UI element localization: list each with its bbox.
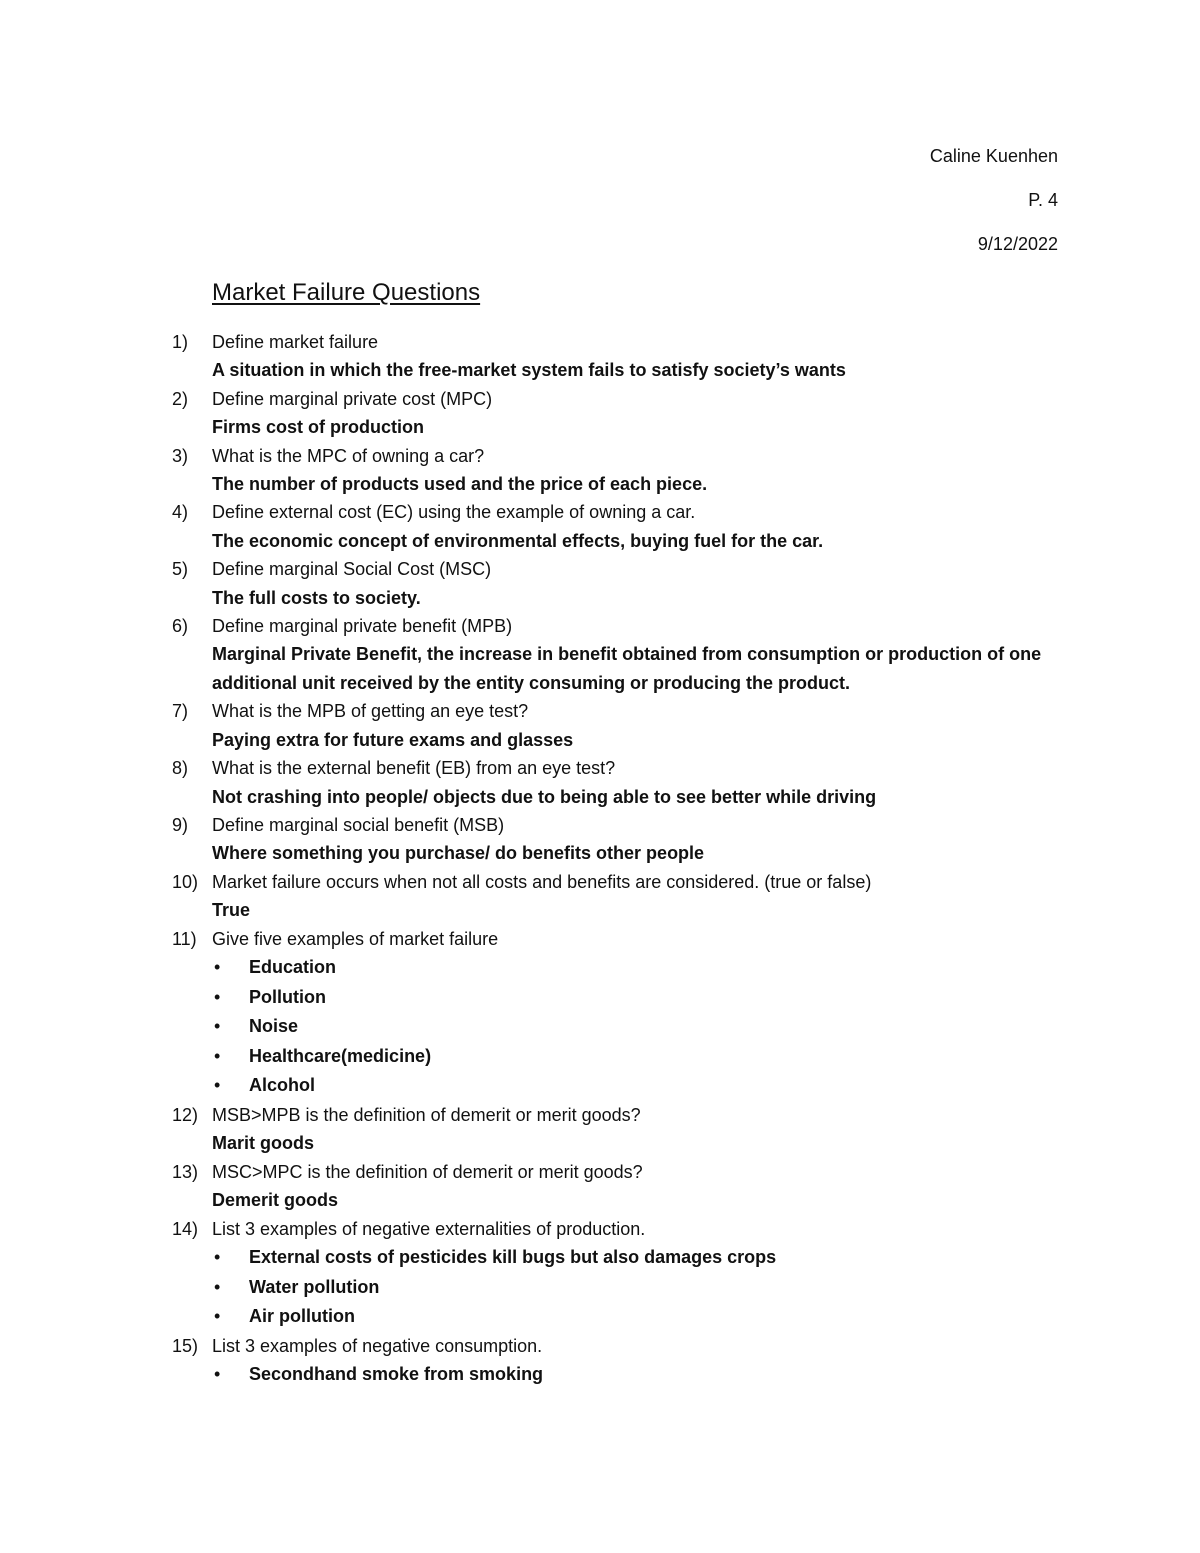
bullet-dot-icon: • — [214, 1045, 221, 1066]
question-row — [172, 1101, 1072, 1129]
question-number: 11) — [172, 928, 197, 949]
question-text: Give five examples of market failure — [212, 928, 499, 949]
question-row — [172, 811, 1072, 839]
question-item — [172, 1101, 1072, 1158]
bullet-text: Air pollution — [249, 1306, 355, 1327]
question-number: 8) — [172, 758, 189, 779]
question-number: 1) — [172, 332, 189, 352]
answer-text: True — [212, 900, 251, 921]
question-item — [172, 811, 1072, 868]
bullet-text: Water pollution — [249, 1276, 380, 1297]
question-text: What is the external benefit (EB) from an eye test? — [212, 758, 616, 779]
bullet-dot-icon: • — [214, 1246, 221, 1267]
question-row — [172, 1158, 1072, 1186]
question-text: Define marginal Social Cost (MSC) — [212, 559, 492, 580]
question-item — [172, 1215, 1072, 1332]
bullet-dot-icon: • — [214, 986, 221, 1007]
answer-text: Firms cost of production — [212, 417, 425, 438]
question-number: 4) — [172, 502, 189, 523]
question-row — [172, 925, 1072, 953]
answer-bullet — [212, 1012, 1072, 1042]
bullet-text: Secondhand smoke from smoking — [249, 1364, 544, 1385]
question-number: 2) — [172, 388, 189, 409]
question-text: Define market failure — [212, 332, 379, 352]
question-item — [172, 385, 1072, 442]
answer-bullet — [212, 1243, 1072, 1273]
question-item — [172, 868, 1072, 925]
bullet-dot-icon: • — [214, 956, 221, 977]
question-text: What is the MPC of owning a car? — [212, 445, 485, 466]
bullet-dot-icon: • — [214, 1075, 221, 1096]
question-text: Define marginal private cost (MPC) — [212, 388, 493, 409]
answer-text: The full costs to society. — [212, 587, 421, 608]
question-text: Define external cost (EC) using the example of owning a car. — [212, 502, 696, 523]
question-row — [172, 498, 1072, 526]
answer-bullet — [212, 1360, 1072, 1390]
answer-text: A situation in which the free-market system fails to satisfy society’s wants — [212, 360, 846, 381]
question-text: List 3 examples of negative consumption. — [212, 1335, 543, 1356]
bullet-text: Noise — [249, 1016, 299, 1037]
question-row — [172, 385, 1072, 413]
question-row — [172, 442, 1072, 470]
question-number: 9) — [172, 814, 189, 835]
question-text: What is the MPB of getting an eye test? — [212, 701, 529, 722]
question-item — [172, 697, 1072, 754]
bullet-text: Pollution — [249, 986, 326, 1007]
bullet-dot-icon: • — [214, 1364, 221, 1385]
answer-text: Not crashing into people/ objects due to being able to see better while driving — [212, 786, 877, 807]
answer-text: Marit goods — [212, 1133, 314, 1154]
bullet-text: Alcohol — [249, 1075, 315, 1096]
answer-bullet — [212, 1302, 1072, 1332]
question-text: Define marginal private benefit (MPB) — [212, 616, 513, 637]
question-row — [172, 328, 1072, 356]
question-number: 6) — [172, 616, 189, 637]
question-row — [172, 697, 1072, 725]
question-row — [172, 868, 1072, 896]
question-number: 5) — [172, 559, 189, 580]
answer-text: Where something you purchase/ do benefits other people — [212, 843, 705, 864]
question-item — [172, 1332, 1072, 1390]
question-item — [172, 442, 1072, 499]
answer-bullet-list — [172, 1243, 1072, 1332]
student-name: Caline Kuenhen — [929, 146, 1058, 166]
question-item — [172, 612, 1072, 697]
question-number: 13) — [172, 1161, 199, 1182]
answer-bullet — [212, 983, 1072, 1013]
bullet-dot-icon: • — [214, 1016, 221, 1037]
bullet-dot-icon: • — [214, 1306, 221, 1327]
bullet-dot-icon: • — [214, 1276, 221, 1297]
answer-bullet-list — [172, 953, 1072, 1101]
question-text: List 3 examples of negative externalities of production. — [212, 1218, 646, 1239]
answer-text: The number of products used and the price of each piece. — [212, 474, 708, 495]
bullet-text: External costs of pesticides kill bugs but also damages crops — [249, 1246, 777, 1267]
question-item — [172, 555, 1072, 612]
question-list — [172, 328, 1072, 1390]
question-text: MSB>MPB is the definition of demerit or merit goods? — [212, 1104, 641, 1125]
question-number: 10) — [172, 871, 199, 892]
answer-bullet-list — [172, 1360, 1072, 1390]
bullet-text: Education — [249, 956, 337, 977]
question-row — [172, 1332, 1072, 1360]
question-number: 15) — [172, 1335, 199, 1356]
answer-text: Demerit goods — [212, 1190, 339, 1211]
question-row — [172, 612, 1072, 640]
question-number: 14) — [172, 1218, 199, 1239]
question-item — [172, 328, 1072, 385]
question-row — [172, 555, 1072, 583]
answer-bullet — [212, 1071, 1072, 1101]
answer-text: Paying extra for future exams and glasses — [212, 729, 574, 750]
page-title: Market Failure Questions — [212, 279, 481, 306]
question-text: MSC>MPC is the definition of demerit or merit goods? — [212, 1161, 643, 1182]
bullet-text: Healthcare(medicine) — [249, 1045, 432, 1066]
question-text: Define marginal social benefit (MSB) — [212, 814, 505, 835]
question-text: Market failure occurs when not all costs and benefits are considered. (true or false) — [212, 871, 872, 892]
answer-text: Marginal Private Benefit, the increase in benefit obtained from consumption or production of one additional unit received by the entity consuming or producing the product. — [212, 644, 1042, 693]
question-item — [172, 1158, 1072, 1215]
answer-bullet — [212, 1042, 1072, 1072]
question-row — [172, 1215, 1072, 1243]
question-row — [172, 754, 1072, 782]
document-date: 9/12/2022 — [977, 234, 1058, 254]
question-item — [172, 498, 1072, 555]
answer-bullet — [212, 953, 1072, 983]
question-number: 3) — [172, 445, 189, 466]
question-number: 12) — [172, 1104, 199, 1125]
answer-text: The economic concept of environmental effects, buying fuel for the car. — [212, 530, 824, 551]
answer-bullet — [212, 1273, 1072, 1303]
question-item — [172, 754, 1072, 811]
class-period: P. 4 — [1028, 190, 1058, 210]
question-item — [172, 925, 1072, 1101]
question-number: 7) — [172, 701, 189, 722]
